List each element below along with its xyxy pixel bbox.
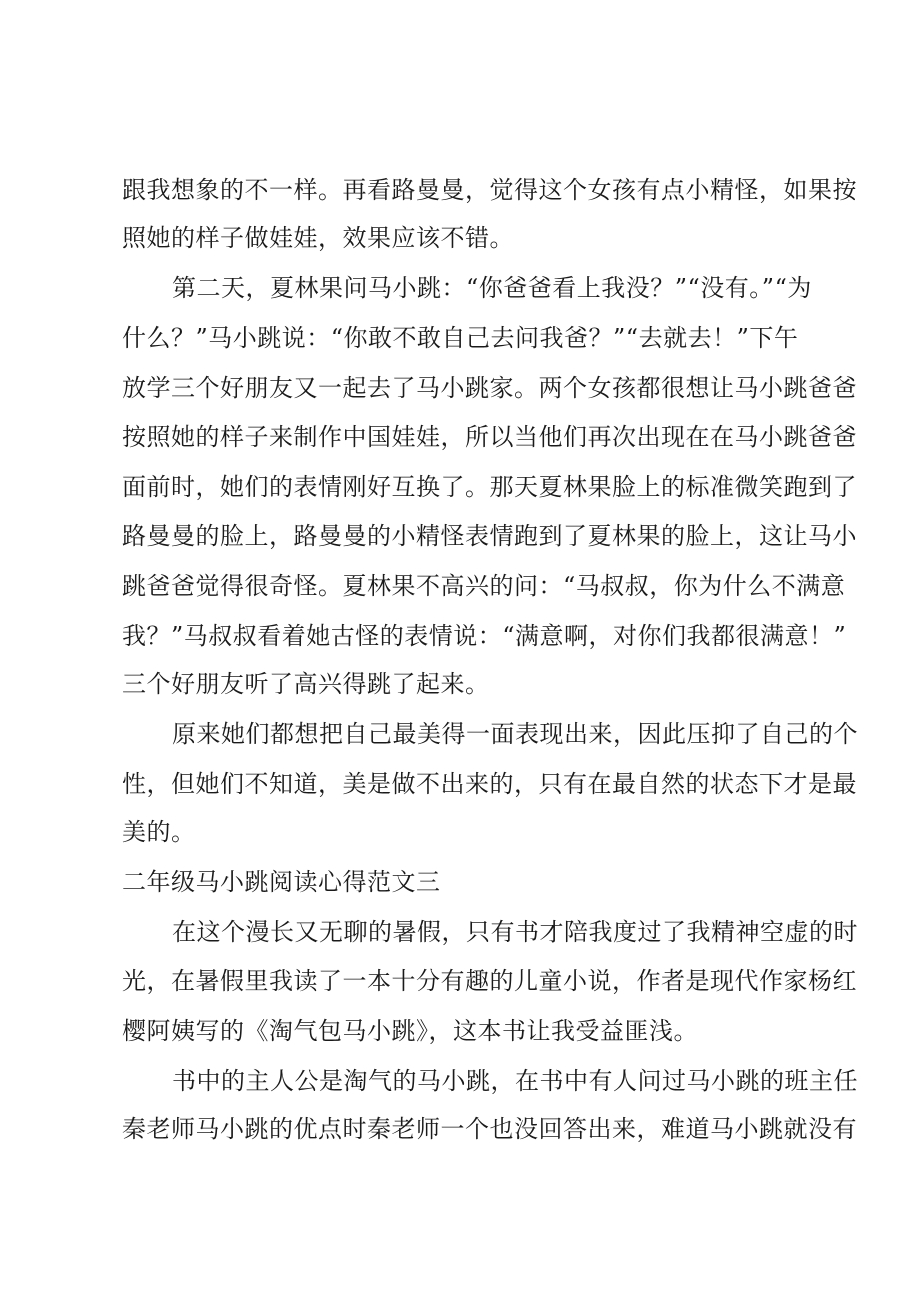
text-line: 按照她的样子来制作中国娃娃，所以当他们再次出现在在马小跳爸爸 <box>122 423 857 451</box>
text-line: 路曼曼的脸上，路曼曼的小精怪表情跑到了夏林果的脸上，这让马小 <box>122 522 857 550</box>
text-line: 放学三个好朋友又一起去了马小跳家。两个女孩都很想让马小跳爸爸 <box>122 374 857 402</box>
text-line: 三个好朋友听了高兴得跳了起来。 <box>122 670 490 698</box>
text-line: 樱阿姨写的《淘气包马小跳》，这本书让我受益匪浅。 <box>122 1017 698 1045</box>
text-line: 我？”马叔叔看着她古怪的表情说：“满意啊，对你们我都很满意！” <box>122 622 847 650</box>
text-line: 跟我想象的不一样。再看路曼曼，觉得这个女孩有点小精怪，如果按 <box>122 176 857 204</box>
text-line: 美的。 <box>122 818 196 846</box>
text-line: 面前时，她们的表情刚好互换了。那天夏林果脸上的标准微笑跑到了 <box>122 473 857 501</box>
text-line: 照她的样子做娃娃，效果应该不错。 <box>122 224 514 252</box>
text-line: 什么？”马小跳说：“你敢不敢自己去问我爸？”“去就去！”下午 <box>122 324 799 352</box>
section-heading: 二年级马小跳阅读心得范文三 <box>122 868 441 896</box>
text-line: 光，在暑假里我读了一本十分有趣的儿童小说，作者是现代作家杨红 <box>122 967 857 995</box>
text-line: 性，但她们不知道，美是做不出来的，只有在最自然的状态下才是最 <box>122 770 857 798</box>
paragraph-first-line: 第二天，夏林果问马小跳：“你爸爸看上我没？”“没有。”“为 <box>172 274 812 302</box>
text-line: 跳爸爸觉得很奇怪。夏林果不高兴的问：“马叔叔，你为什么不满意 <box>122 572 846 600</box>
text-line: 秦老师马小跳的优点时秦老师一个也没回答出来，难道马小跳就没有 <box>122 1115 857 1143</box>
paragraph-first-line: 在这个漫长又无聊的暑假，只有书才陪我度过了我精神空虚的时 <box>172 918 858 946</box>
paragraph-first-line: 原来她们都想把自己最美得一面表现出来，因此压抑了自己的个 <box>172 720 858 748</box>
paragraph-first-line: 书中的主人公是淘气的马小跳，在书中有人问过马小跳的班主任 <box>172 1067 858 1095</box>
